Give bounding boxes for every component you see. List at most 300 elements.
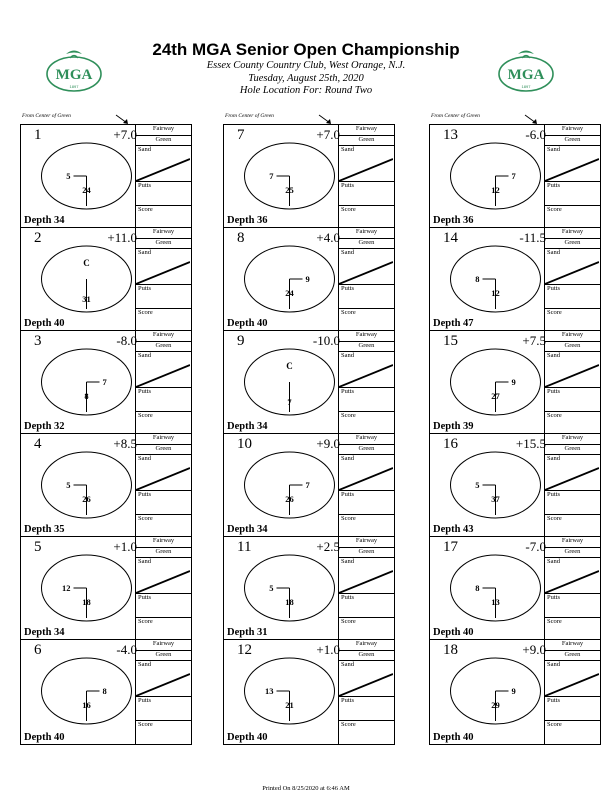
side-distance: 8 bbox=[102, 686, 107, 696]
putts-cell bbox=[136, 182, 191, 206]
fairway-label: Fairway bbox=[152, 537, 175, 544]
fairway-label: Fairway bbox=[561, 228, 584, 235]
green-cell bbox=[545, 239, 600, 249]
depth-label bbox=[433, 318, 474, 329]
depth-value: 36 bbox=[257, 215, 268, 226]
green-label: Green bbox=[358, 239, 375, 246]
venue: Essex County Country Club, West Orange, N.J. bbox=[206, 60, 406, 71]
green-diagram bbox=[448, 141, 543, 211]
sand-cell bbox=[136, 558, 191, 594]
sand-cell bbox=[545, 352, 600, 388]
pin-offset: +1.0 bbox=[316, 642, 340, 657]
putts-label: Putts bbox=[341, 388, 355, 395]
score-label: Score bbox=[547, 309, 562, 316]
green-cell bbox=[339, 136, 394, 146]
bottom-distance: 37 bbox=[491, 494, 500, 504]
fairway-cell bbox=[545, 640, 600, 651]
putts-cell bbox=[545, 697, 600, 721]
green-label: Green bbox=[155, 239, 172, 246]
bottom-distance: 24 bbox=[82, 185, 91, 195]
depth-text: Depth bbox=[227, 627, 255, 638]
logo-year: 1897 bbox=[521, 84, 531, 89]
green-cell bbox=[545, 548, 600, 558]
fairway-label: Fairway bbox=[355, 331, 378, 338]
depth-text: Depth bbox=[227, 524, 255, 535]
green-cell bbox=[136, 136, 191, 146]
stats-grid bbox=[135, 640, 191, 744]
sand-label: Sand bbox=[547, 661, 560, 668]
hole-number: 5 bbox=[34, 539, 42, 555]
green-diagram bbox=[242, 553, 337, 623]
hole-card bbox=[21, 640, 191, 744]
depth-value: 43 bbox=[463, 524, 474, 535]
hole-number: 7 bbox=[237, 127, 245, 143]
depth-label bbox=[24, 627, 65, 638]
green-diagram bbox=[39, 656, 134, 726]
green-cell bbox=[339, 342, 394, 352]
pin-offset: -8.0 bbox=[116, 333, 137, 348]
fairway-label: Fairway bbox=[152, 125, 175, 132]
depth-text: Depth bbox=[433, 627, 461, 638]
fairway-cell bbox=[136, 537, 191, 548]
side-distance: 7 bbox=[269, 171, 274, 181]
mga-logo-right bbox=[496, 48, 556, 94]
hole-card bbox=[224, 640, 394, 744]
sand-label: Sand bbox=[341, 558, 354, 565]
green-diagram bbox=[242, 347, 337, 417]
putts-cell bbox=[545, 594, 600, 618]
green-diagram bbox=[242, 244, 337, 314]
score-cell bbox=[545, 309, 600, 331]
score-label: Score bbox=[341, 618, 356, 625]
putts-label: Putts bbox=[547, 491, 561, 498]
hole-card bbox=[430, 537, 600, 640]
stats-grid bbox=[544, 228, 600, 330]
stats-grid bbox=[338, 434, 394, 536]
score-cell bbox=[339, 618, 394, 640]
green-diagram bbox=[39, 244, 134, 314]
sand-cell bbox=[136, 249, 191, 285]
side-distance: 7 bbox=[511, 171, 516, 181]
depth-value: 40 bbox=[463, 732, 474, 743]
depth-label bbox=[227, 318, 268, 329]
green-cell bbox=[136, 445, 191, 455]
pin-offset: +9.0 bbox=[522, 642, 546, 657]
putts-label: Putts bbox=[547, 697, 561, 704]
putts-cell bbox=[545, 285, 600, 309]
sand-cell bbox=[545, 558, 600, 594]
depth-text: Depth bbox=[227, 318, 255, 329]
putts-label: Putts bbox=[547, 285, 561, 292]
score-label: Score bbox=[547, 515, 562, 522]
stats-grid bbox=[544, 331, 600, 433]
hole-card bbox=[224, 537, 394, 640]
depth-label bbox=[227, 524, 268, 535]
green-label: Green bbox=[564, 136, 581, 143]
depth-label bbox=[433, 215, 474, 226]
putts-label: Putts bbox=[547, 594, 561, 601]
hole-card bbox=[224, 434, 394, 537]
hole-number: 8 bbox=[237, 230, 245, 246]
putts-label: Putts bbox=[547, 388, 561, 395]
green-diagram bbox=[39, 450, 134, 520]
fairway-label: Fairway bbox=[355, 434, 378, 441]
bottom-distance: 31 bbox=[82, 294, 91, 304]
fairway-cell bbox=[339, 640, 394, 651]
fairway-cell bbox=[339, 331, 394, 342]
stats-grid bbox=[544, 125, 600, 227]
pin-offset: +8.5 bbox=[113, 436, 137, 451]
side-distance: 7 bbox=[305, 480, 310, 490]
sand-label: Sand bbox=[138, 249, 151, 256]
sand-label: Sand bbox=[138, 558, 151, 565]
from-center-label: From Center of Green bbox=[22, 113, 71, 119]
bottom-distance: 21 bbox=[285, 700, 294, 710]
putts-label: Putts bbox=[138, 388, 152, 395]
stats-grid bbox=[338, 640, 394, 744]
stats-grid bbox=[544, 434, 600, 536]
score-cell bbox=[339, 515, 394, 537]
score-cell bbox=[545, 412, 600, 434]
sand-cell bbox=[545, 455, 600, 491]
sand-label: Sand bbox=[341, 455, 354, 462]
sand-label: Sand bbox=[138, 455, 151, 462]
score-label: Score bbox=[341, 515, 356, 522]
sand-cell bbox=[339, 558, 394, 594]
sand-label: Sand bbox=[138, 661, 151, 668]
hole-number: 10 bbox=[237, 436, 252, 452]
depth-text: Depth bbox=[24, 627, 52, 638]
hole-number: 12 bbox=[237, 642, 252, 658]
logo-year: 1897 bbox=[69, 84, 79, 89]
hole-cards bbox=[429, 124, 601, 745]
depth-text: Depth bbox=[433, 318, 461, 329]
stats-grid bbox=[135, 331, 191, 433]
side-distance: 13 bbox=[265, 686, 274, 696]
depth-text: Depth bbox=[227, 732, 255, 743]
stats-grid bbox=[544, 537, 600, 639]
pin-offset: +9.0 bbox=[316, 436, 340, 451]
pin-offset: +2.5 bbox=[316, 539, 340, 554]
hole-cards bbox=[20, 124, 192, 745]
depth-text: Depth bbox=[24, 732, 52, 743]
stats-grid bbox=[338, 331, 394, 433]
hole-card bbox=[430, 434, 600, 537]
side-distance: 5 bbox=[66, 171, 71, 181]
green-diagram bbox=[242, 141, 337, 211]
green-label: Green bbox=[564, 342, 581, 349]
stats-grid bbox=[338, 537, 394, 639]
green-label: Green bbox=[155, 445, 172, 452]
hole-card bbox=[430, 125, 600, 228]
putts-label: Putts bbox=[138, 594, 152, 601]
depth-label bbox=[227, 627, 268, 638]
score-label: Score bbox=[341, 206, 356, 213]
score-cell bbox=[545, 515, 600, 537]
depth-value: 34 bbox=[257, 524, 268, 535]
green-label: Green bbox=[358, 548, 375, 555]
fairway-cell bbox=[136, 331, 191, 342]
hole-number: 6 bbox=[34, 642, 42, 658]
side-distance: 8 bbox=[475, 583, 480, 593]
depth-value: 31 bbox=[257, 627, 268, 638]
depth-label bbox=[24, 524, 65, 535]
score-cell bbox=[339, 206, 394, 228]
fairway-cell bbox=[545, 228, 600, 239]
depth-text: Depth bbox=[227, 215, 255, 226]
pin-offset: +7.5 bbox=[522, 333, 546, 348]
hole-cards bbox=[223, 124, 395, 745]
sand-cell bbox=[545, 249, 600, 285]
sand-cell bbox=[339, 249, 394, 285]
green-diagram bbox=[39, 553, 134, 623]
score-cell bbox=[339, 412, 394, 434]
fairway-cell bbox=[136, 125, 191, 136]
depth-label bbox=[227, 732, 268, 743]
putts-cell bbox=[545, 182, 600, 206]
score-cell bbox=[339, 721, 394, 743]
green-cell bbox=[136, 239, 191, 249]
putts-label: Putts bbox=[138, 182, 152, 189]
score-label: Score bbox=[138, 412, 153, 419]
bottom-distance: 29 bbox=[491, 700, 500, 710]
depth-text: Depth bbox=[24, 421, 52, 432]
hole-card bbox=[21, 537, 191, 640]
stats-grid bbox=[338, 125, 394, 227]
fairway-cell bbox=[339, 537, 394, 548]
green-diagram bbox=[39, 347, 134, 417]
hole-card bbox=[21, 434, 191, 537]
pin-offset: +7.0 bbox=[113, 127, 137, 142]
pin-offset: -11.5 bbox=[519, 230, 546, 245]
fairway-label: Fairway bbox=[355, 228, 378, 235]
sand-label: Sand bbox=[341, 146, 354, 153]
green-label: Green bbox=[358, 445, 375, 452]
score-label: Score bbox=[547, 618, 562, 625]
green-cell bbox=[136, 548, 191, 558]
score-label: Score bbox=[341, 309, 356, 316]
putts-label: Putts bbox=[341, 697, 355, 704]
green-label: Green bbox=[155, 548, 172, 555]
fairway-label: Fairway bbox=[561, 331, 584, 338]
green-label: Green bbox=[358, 651, 375, 658]
fairway-cell bbox=[339, 228, 394, 239]
depth-text: Depth bbox=[433, 732, 461, 743]
depth-value: 47 bbox=[463, 318, 474, 329]
pin-offset: +11.0 bbox=[107, 230, 137, 245]
sand-label: Sand bbox=[341, 249, 354, 256]
score-cell bbox=[339, 309, 394, 331]
depth-text: Depth bbox=[227, 421, 255, 432]
date: Tuesday, August 25th, 2020 bbox=[248, 72, 364, 84]
bottom-distance: 25 bbox=[285, 185, 294, 195]
sand-cell bbox=[545, 146, 600, 182]
score-label: Score bbox=[341, 721, 356, 728]
depth-value: 32 bbox=[54, 421, 65, 432]
depth-text: Depth bbox=[24, 524, 52, 535]
putts-cell bbox=[339, 182, 394, 206]
green-cell bbox=[339, 239, 394, 249]
depth-label bbox=[24, 215, 65, 226]
depth-value: 39 bbox=[463, 421, 474, 432]
fairway-label: Fairway bbox=[355, 125, 378, 132]
fairway-cell bbox=[545, 331, 600, 342]
green-label: Green bbox=[358, 136, 375, 143]
page-title: 24th MGA Senior Open Championship bbox=[152, 40, 460, 59]
green-cell bbox=[545, 651, 600, 661]
fairway-cell bbox=[545, 434, 600, 445]
stats-grid bbox=[544, 640, 600, 744]
hole-number: 11 bbox=[237, 539, 252, 555]
sand-cell bbox=[339, 352, 394, 388]
depth-text: Depth bbox=[433, 215, 461, 226]
putts-label: Putts bbox=[547, 182, 561, 189]
depth-value: 36 bbox=[463, 215, 474, 226]
bottom-distance: 7 bbox=[287, 397, 292, 407]
score-label: Score bbox=[138, 618, 153, 625]
bottom-distance: 18 bbox=[285, 597, 294, 607]
bottom-distance: 24 bbox=[285, 288, 294, 298]
putts-label: Putts bbox=[138, 491, 152, 498]
hole-number: 17 bbox=[443, 539, 458, 555]
hole-number: 9 bbox=[237, 333, 245, 349]
hole-card bbox=[224, 331, 394, 434]
score-label: Score bbox=[341, 412, 356, 419]
hole-card bbox=[21, 331, 191, 434]
green-diagram bbox=[448, 347, 543, 417]
green-cell bbox=[545, 445, 600, 455]
fairway-label: Fairway bbox=[152, 228, 175, 235]
depth-label bbox=[433, 421, 474, 432]
depth-value: 40 bbox=[463, 627, 474, 638]
hole-number: 15 bbox=[443, 333, 458, 349]
fairway-cell bbox=[545, 125, 600, 136]
depth-value: 40 bbox=[257, 318, 268, 329]
green-diagram bbox=[448, 450, 543, 520]
fairway-label: Fairway bbox=[355, 640, 378, 647]
fairway-label: Fairway bbox=[152, 640, 175, 647]
depth-text: Depth bbox=[24, 318, 52, 329]
fairway-cell bbox=[339, 125, 394, 136]
stats-grid bbox=[135, 125, 191, 227]
score-cell bbox=[136, 721, 191, 743]
print-footer: Printed On 8/25/2020 at 6:46 AM bbox=[262, 785, 350, 792]
pin-offset: +1.0 bbox=[113, 539, 137, 554]
stats-grid bbox=[338, 228, 394, 330]
putts-cell bbox=[136, 388, 191, 412]
sand-cell bbox=[136, 661, 191, 697]
side-distance: 5 bbox=[269, 583, 274, 593]
green-label: Green bbox=[358, 342, 375, 349]
score-cell bbox=[545, 618, 600, 640]
score-label: Score bbox=[547, 206, 562, 213]
putts-cell bbox=[339, 285, 394, 309]
putts-cell bbox=[136, 285, 191, 309]
stats-grid bbox=[135, 434, 191, 536]
hole-number: 16 bbox=[443, 436, 458, 452]
fairway-label: Fairway bbox=[561, 537, 584, 544]
fairway-cell bbox=[339, 434, 394, 445]
green-cell bbox=[136, 651, 191, 661]
score-label: Score bbox=[547, 412, 562, 419]
score-label: Score bbox=[138, 206, 153, 213]
sand-cell bbox=[136, 146, 191, 182]
green-cell bbox=[545, 136, 600, 146]
depth-label bbox=[227, 215, 268, 226]
putts-cell bbox=[545, 388, 600, 412]
sand-label: Sand bbox=[547, 558, 560, 565]
fairway-label: Fairway bbox=[561, 125, 584, 132]
bottom-distance: 26 bbox=[285, 494, 294, 504]
hole-card bbox=[224, 228, 394, 331]
hole-card bbox=[224, 125, 394, 228]
score-cell bbox=[136, 412, 191, 434]
green-label: Green bbox=[155, 136, 172, 143]
depth-label bbox=[24, 318, 65, 329]
score-cell bbox=[136, 309, 191, 331]
fairway-cell bbox=[136, 434, 191, 445]
bottom-distance: 26 bbox=[82, 494, 91, 504]
hole-number: 14 bbox=[443, 230, 458, 246]
putts-label: Putts bbox=[341, 285, 355, 292]
side-distance: 9 bbox=[511, 377, 516, 387]
depth-value: 34 bbox=[257, 421, 268, 432]
sand-label: Sand bbox=[138, 352, 151, 359]
depth-label bbox=[433, 524, 474, 535]
putts-label: Putts bbox=[341, 491, 355, 498]
fairway-cell bbox=[136, 640, 191, 651]
score-label: Score bbox=[547, 721, 562, 728]
depth-label bbox=[24, 732, 65, 743]
score-cell bbox=[136, 515, 191, 537]
green-cell bbox=[339, 548, 394, 558]
fairway-label: Fairway bbox=[561, 434, 584, 441]
green-diagram bbox=[448, 656, 543, 726]
side-distance: 9 bbox=[511, 686, 516, 696]
logo-text: MGA bbox=[507, 67, 545, 83]
sand-label: Sand bbox=[547, 455, 560, 462]
green-cell bbox=[136, 342, 191, 352]
depth-value: 40 bbox=[54, 318, 65, 329]
bottom-distance: 12 bbox=[491, 185, 500, 195]
depth-value: 40 bbox=[257, 732, 268, 743]
depth-value: 34 bbox=[54, 215, 65, 226]
depth-value: 40 bbox=[54, 732, 65, 743]
from-center-label: From Center of Green bbox=[431, 113, 480, 119]
score-cell bbox=[545, 721, 600, 743]
depth-label bbox=[433, 732, 474, 743]
putts-cell bbox=[545, 491, 600, 515]
putts-label: Putts bbox=[138, 697, 152, 704]
fairway-label: Fairway bbox=[152, 331, 175, 338]
green-cell bbox=[339, 445, 394, 455]
putts-cell bbox=[339, 594, 394, 618]
sand-cell bbox=[339, 455, 394, 491]
pin-offset: +15.5 bbox=[515, 436, 546, 451]
green-diagram bbox=[448, 553, 543, 623]
score-cell bbox=[136, 618, 191, 640]
pin-offset: -7.0 bbox=[525, 539, 546, 554]
pin-offset: -10.0 bbox=[312, 333, 340, 348]
sand-label: Sand bbox=[341, 661, 354, 668]
fairway-cell bbox=[136, 228, 191, 239]
depth-label bbox=[227, 421, 268, 432]
green-diagram bbox=[39, 141, 134, 211]
green-label: Green bbox=[564, 445, 581, 452]
green-label: Green bbox=[564, 651, 581, 658]
sand-cell bbox=[545, 661, 600, 697]
sand-label: Sand bbox=[341, 352, 354, 359]
